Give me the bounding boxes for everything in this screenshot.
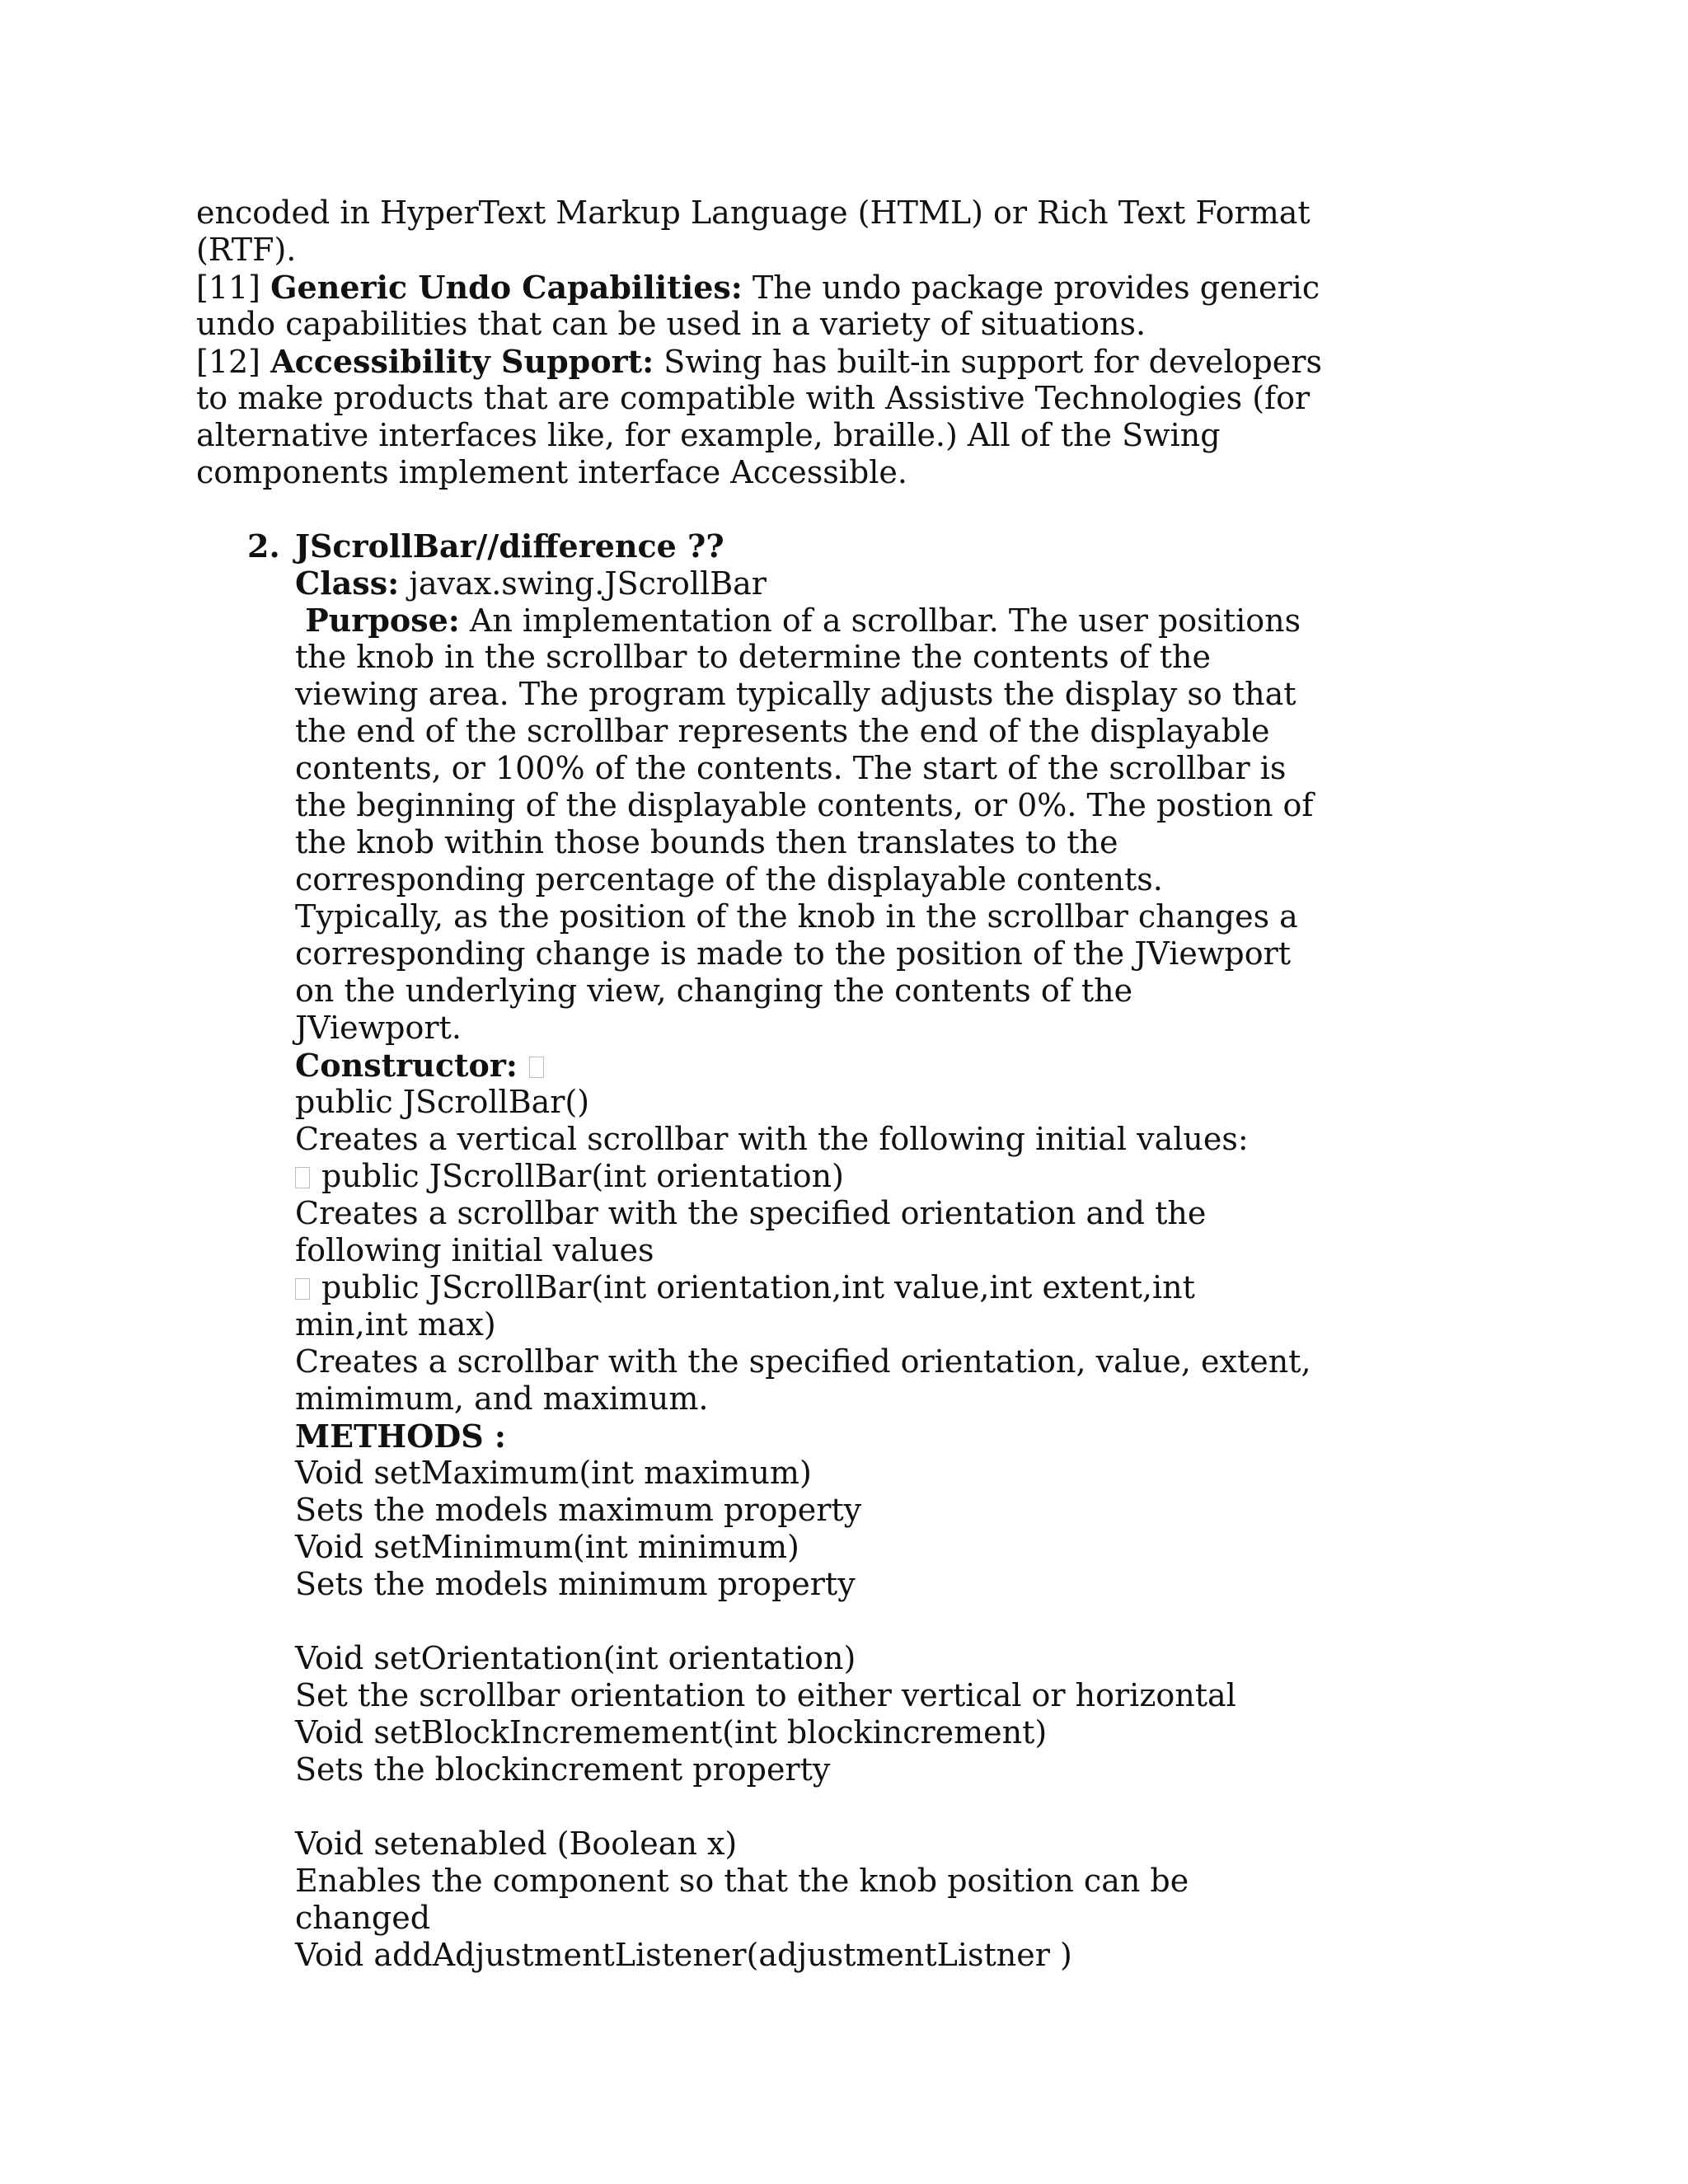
method-line: Void setBlockIncremement(int blockincrement) (295, 1714, 1048, 1750)
constructor-signature: min,int max) (295, 1306, 496, 1343)
missing-glyph-icon (529, 1057, 544, 1078)
intro-line: (RTF). (196, 232, 297, 268)
purpose-line: the knob within those bounds then translates to the (295, 824, 1118, 860)
method-line: Set the scrollbar orientation to either vertical or horizontal (295, 1677, 1236, 1713)
purpose-line: on the underlying view, changing the contents of the (295, 972, 1133, 1009)
class-line (295, 565, 1335, 602)
constructor-description: Creates a scrollbar with the specified orientation and the (295, 1195, 1207, 1231)
purpose-line: corresponding change is made to the position of the JViewport (295, 935, 1292, 972)
constructor-description: Creates a scrollbar with the specified orientation, value, extent, (295, 1343, 1311, 1380)
item-12-text: Swing has built-in support for developers (654, 344, 1322, 380)
constructor-signature: public JScrollBar() (295, 1084, 590, 1120)
jscrollbar-section (247, 527, 1335, 1974)
item-12-title: Accessibility Support: (270, 343, 654, 380)
purpose-line: the end of the scrollbar represents the end of the displayable (295, 713, 1270, 749)
methods-heading: METHODS : (295, 1418, 506, 1455)
method-line: Void setOrientation(int orientation) (295, 1640, 856, 1676)
purpose-line: corresponding percentage of the displayable contents. (295, 861, 1163, 898)
item-12-line: to make products that are compatible with Assistive Technologies (for (196, 380, 1311, 416)
item-12-number: [12] (196, 344, 261, 380)
purpose-line: contents, or 100% of the contents. The start of the scrollbar is (295, 750, 1287, 786)
constructor-description: mimimum, and maximum. (295, 1380, 709, 1417)
section-title: JScrollBar//difference ?? (295, 527, 724, 565)
intro-line: encoded in HyperText Markup Language (HTML) or Rich Text Format (196, 194, 1311, 231)
method-line: Enables the component so that the knob position can be (295, 1863, 1189, 1899)
method-line: Sets the blockincrement property (295, 1751, 831, 1788)
purpose-line: viewing area. The program typically adjusts the display so that (295, 676, 1296, 712)
purpose-line: the knob in the scrollbar to determine the contents of the (295, 639, 1211, 675)
purpose-text: An implementation of a scrollbar. The user positions (459, 602, 1301, 639)
constructor-signature-line (295, 1269, 1335, 1306)
constructor-signature: public JScrollBar(int orientation) (321, 1158, 844, 1194)
missing-glyph-icon (295, 1167, 310, 1188)
item-11-line: undo capabilities that can be used in a variety of situations. (196, 306, 1146, 342)
purpose-line: Typically, as the position of the knob in the scrollbar changes a (295, 898, 1298, 935)
purpose-line: the beginning of the displayable contents, or 0%. The postion of (295, 787, 1314, 823)
item-12-line (196, 343, 1322, 380)
constructor-label: Constructor: (295, 1047, 518, 1084)
blank-line (295, 1788, 1335, 1825)
purpose-label: Purpose: (305, 602, 460, 639)
item-12-line: alternative interfaces like, for example, braille.) All of the Swing (196, 417, 1221, 453)
section-heading (247, 527, 1335, 565)
item-11-line (196, 269, 1320, 306)
blank-line (295, 1603, 1335, 1640)
item-12-line: components implement interface Accessible. (196, 454, 907, 490)
class-label: Class: (295, 565, 400, 602)
constructor-description: Creates a vertical scrollbar with the following initial values: (295, 1121, 1249, 1157)
method-line: Sets the models minimum property (295, 1566, 856, 1602)
method-line: Sets the models maximum property (295, 1492, 862, 1528)
missing-glyph-icon (295, 1278, 310, 1300)
purpose-line (295, 602, 1335, 639)
method-line: Void addAdjustmentListener(adjustmentListner ) (295, 1937, 1072, 1973)
constructor-description: following initial values (295, 1232, 654, 1268)
constructor-heading (295, 1047, 1335, 1084)
item-11-title: Generic Undo Capabilities: (270, 269, 743, 306)
purpose-line: JViewport. (295, 1010, 462, 1046)
method-line: Void setMaximum(int maximum) (295, 1455, 812, 1491)
method-line: Void setenabled (Boolean x) (295, 1825, 738, 1862)
intro-block (196, 194, 1322, 491)
section-number: 2. (247, 527, 280, 565)
item-11-number: [11] (196, 269, 261, 306)
method-line: Void setMinimum(int minimum) (295, 1529, 799, 1565)
constructor-signature: public JScrollBar(int orientation,int value,int extent,int (321, 1269, 1195, 1305)
method-line: changed (295, 1900, 431, 1936)
class-value: javax.swing.JScrollBar (399, 565, 767, 602)
constructor-signature-line (295, 1158, 1335, 1195)
item-11-text: The undo package provides generic (742, 269, 1320, 306)
section-body (247, 565, 1335, 1974)
